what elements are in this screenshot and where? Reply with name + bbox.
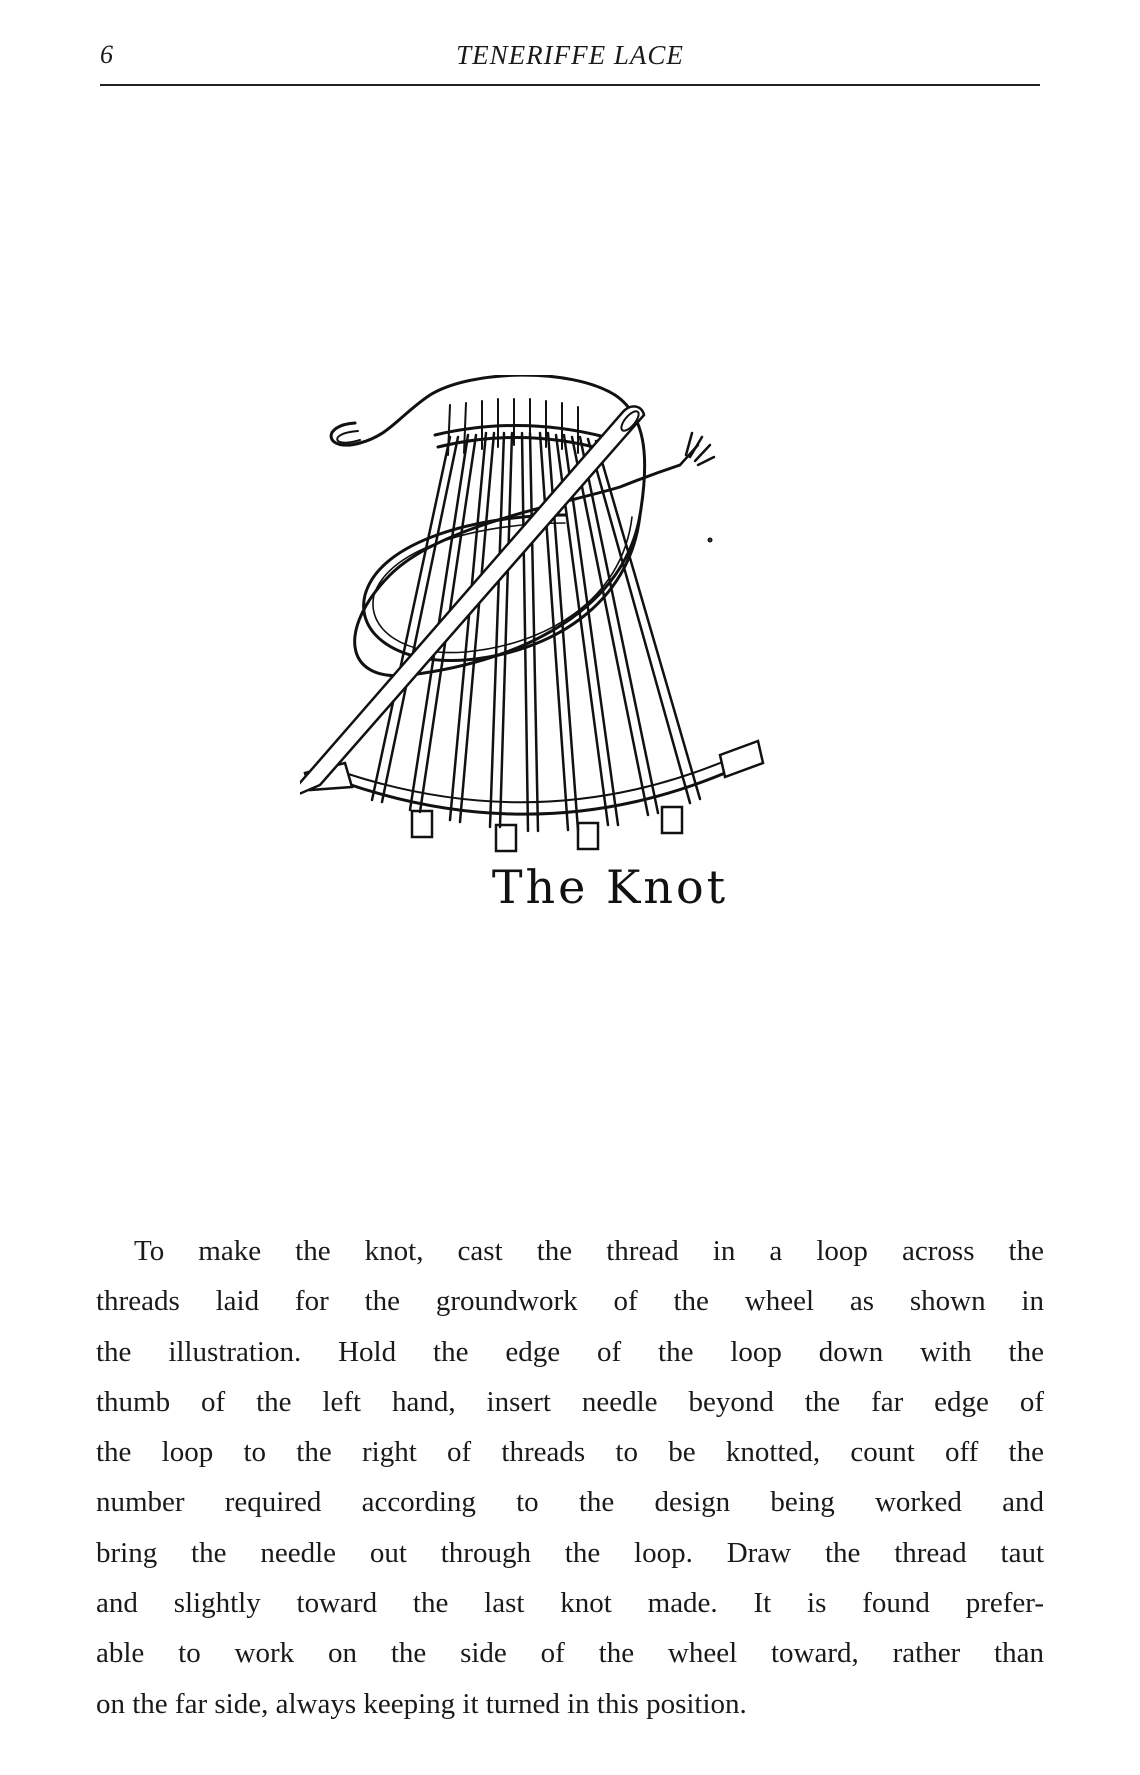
- body-line: on the far side, always keeping it turned in this position.: [96, 1687, 747, 1720]
- thread-tassel: [680, 433, 714, 465]
- running-title: TENERIFFE LACE: [456, 40, 684, 70]
- body-line: thumb of the left hand, insert needle beyond the far edge of: [96, 1385, 1044, 1418]
- figure-caption: The Knot: [491, 860, 729, 914]
- knot-illustration: [300, 375, 840, 935]
- body-line: the illustration. Hold the edge of the loop down with the: [96, 1335, 1044, 1368]
- body-line: able to work on the side of the wheel toward, rather than: [96, 1637, 1044, 1670]
- body-paragraph: [96, 1226, 1044, 1729]
- body-line: number required according to the design being worked and: [96, 1486, 1044, 1519]
- thread-loop: [364, 515, 640, 661]
- body-line: To make the knot, cast the thread in a loop across the: [134, 1235, 1044, 1267]
- header-rule: [100, 84, 1040, 86]
- body-line: threads laid for the groundwork of the wheel as shown in: [96, 1285, 1044, 1318]
- body-line: bring the needle out through the loop. Draw the thread taut: [96, 1536, 1044, 1569]
- body-line: the loop to the right of threads to be knotted, count off the: [96, 1436, 1044, 1469]
- knot-band: [435, 425, 605, 437]
- body-line: and slightly toward the last knot made. It is found prefer-: [96, 1587, 1044, 1620]
- spoke-threads: [372, 433, 700, 831]
- page-number: 6: [100, 40, 113, 69]
- running-head: [100, 40, 1040, 80]
